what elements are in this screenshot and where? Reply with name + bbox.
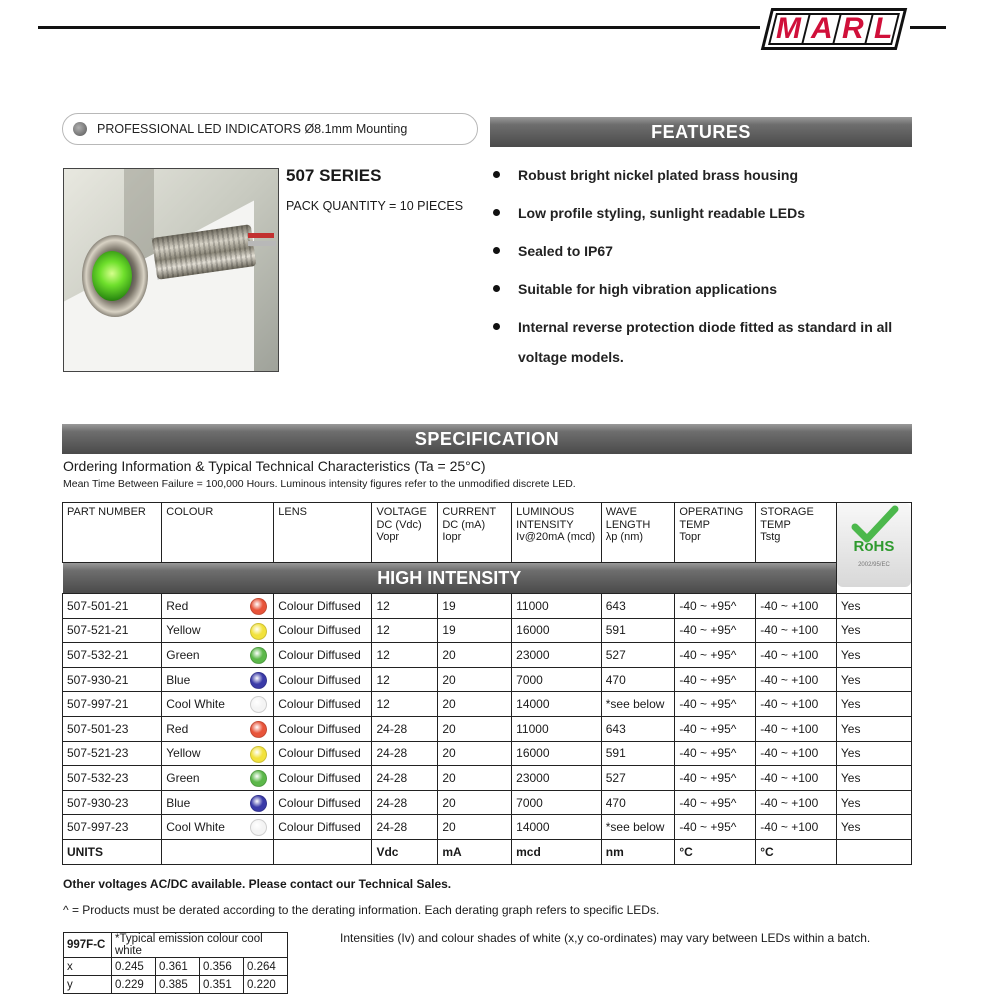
xy-cell: 0.356 <box>200 958 244 976</box>
feature-item: Internal reverse protection diode fitted as standard in all voltage models. <box>490 312 915 372</box>
cell-op-temp: -40 ~ +95^ <box>675 667 756 692</box>
product-category-text: PROFESSIONAL LED INDICATORS Ø8.1mm Mounting <box>97 122 408 136</box>
high-intensity-band: HIGH INTENSITY <box>63 563 836 593</box>
unit-cell: nm <box>601 839 675 864</box>
logo-letter: M <box>775 12 801 45</box>
ordering-info: Ordering Information & Typical Technical Characteristics (Ta = 25°C) <box>63 458 486 474</box>
cell-st-temp: -40 ~ +100 <box>756 815 837 840</box>
product-category-pill <box>62 113 478 145</box>
cell-rohs: Yes <box>836 667 911 692</box>
cell-voltage: 24-28 <box>372 815 438 840</box>
colour-swatch-icon <box>250 623 267 640</box>
unit-cell: mA <box>438 839 512 864</box>
green-led-lens <box>92 251 132 301</box>
rohs-label: RoHS <box>853 538 895 555</box>
cell-op-temp: -40 ~ +95^ <box>675 618 756 643</box>
xy-cell: 0.361 <box>156 958 200 976</box>
cell-current: 20 <box>438 643 512 668</box>
column-header: PART NUMBER <box>63 503 162 563</box>
cell-intensity: 23000 <box>512 643 602 668</box>
band-row <box>63 563 912 594</box>
cell-intensity: 16000 <box>512 741 602 766</box>
cell-op-temp: -40 ~ +95^ <box>675 643 756 668</box>
rohs-logo <box>837 503 911 587</box>
cell-voltage: 12 <box>372 692 438 717</box>
table-row <box>63 618 912 643</box>
cell-current: 20 <box>438 667 512 692</box>
logo-letter: L <box>874 12 893 45</box>
cell-st-temp: -40 ~ +100 <box>756 667 837 692</box>
cell-part: 507-521-21 <box>63 618 162 643</box>
cell-st-temp: -40 ~ +100 <box>756 716 837 741</box>
marl-logo <box>760 6 910 52</box>
table-header-row <box>63 503 912 563</box>
product-photo <box>63 168 279 372</box>
feature-item: Sealed to IP67 <box>490 236 915 266</box>
table-row <box>63 594 912 619</box>
unit-cell: Vdc <box>372 839 438 864</box>
cell-intensity: 7000 <box>512 790 602 815</box>
xy-row <box>64 958 288 976</box>
colour-swatch-icon <box>250 647 267 664</box>
cell-part: 507-532-21 <box>63 643 162 668</box>
column-header: WAVE LENGTH λp (nm) <box>601 503 675 563</box>
cell-lens: Colour Diffused <box>274 716 372 741</box>
unit-cell: °C <box>756 839 837 864</box>
colour-swatch-icon <box>250 746 267 763</box>
cell-intensity: 14000 <box>512 815 602 840</box>
cell-rohs: Yes <box>836 766 911 791</box>
cell-part: 507-521-23 <box>63 741 162 766</box>
cool-white-xy-table <box>63 932 288 994</box>
cell-op-temp: -40 ~ +95^ <box>675 741 756 766</box>
table-row <box>63 643 912 668</box>
cell-st-temp: -40 ~ +100 <box>756 692 837 717</box>
specification-header: SPECIFICATION <box>62 424 912 454</box>
logo-letter: A <box>810 12 833 45</box>
cell-lens: Colour Diffused <box>274 815 372 840</box>
column-header: LUMINOUS INTENSITY Iv@20mA (mcd) <box>512 503 602 563</box>
cell-part: 507-930-23 <box>63 790 162 815</box>
cell-lens: Colour Diffused <box>274 667 372 692</box>
logo-letter: R <box>842 12 864 45</box>
cell-op-temp: -40 ~ +95^ <box>675 790 756 815</box>
cell-voltage: 12 <box>372 594 438 619</box>
cell-colour: Red <box>162 594 274 619</box>
voltages-note: Other voltages AC/DC available. Please contact our Technical Sales. <box>63 877 452 891</box>
xy-cell: 0.264 <box>244 958 288 976</box>
column-header: LENS <box>274 503 372 563</box>
table-row <box>63 790 912 815</box>
table-row <box>63 815 912 840</box>
unit-cell: mcd <box>512 839 602 864</box>
cell-op-temp: -40 ~ +95^ <box>675 716 756 741</box>
xy-cell: 0.220 <box>244 976 288 994</box>
rohs-header-cell <box>836 503 911 594</box>
cell-lens: Colour Diffused <box>274 643 372 668</box>
cell-wavelength: *see below <box>601 815 675 840</box>
xy-title: *Typical emission colour cool white <box>112 933 288 958</box>
cell-colour: Green <box>162 766 274 791</box>
cell-lens: Colour Diffused <box>274 741 372 766</box>
cell-intensity: 11000 <box>512 594 602 619</box>
cell-wavelength: 470 <box>601 667 675 692</box>
units-row <box>63 839 912 864</box>
cell-wavelength: 591 <box>601 618 675 643</box>
cell-colour: Blue <box>162 790 274 815</box>
cell-rohs: Yes <box>836 594 911 619</box>
cell-intensity: 14000 <box>512 692 602 717</box>
xy-cell: 0.229 <box>112 976 156 994</box>
cell-lens: Colour Diffused <box>274 692 372 717</box>
mtbf-note: Mean Time Between Failure = 100,000 Hours. Luminous intensity figures refer to the unmodified discrete LED. <box>63 478 576 490</box>
cell-wavelength: 643 <box>601 594 675 619</box>
cell-wavelength: 591 <box>601 741 675 766</box>
features-list <box>490 160 915 380</box>
unit-cell <box>162 839 274 864</box>
cell-st-temp: -40 ~ +100 <box>756 766 837 791</box>
spec-table <box>62 502 912 865</box>
cell-lens: Colour Diffused <box>274 594 372 619</box>
cell-current: 19 <box>438 594 512 619</box>
colour-swatch-icon <box>250 696 267 713</box>
cell-current: 20 <box>438 741 512 766</box>
cell-voltage: 12 <box>372 667 438 692</box>
xy-header-row <box>64 933 288 958</box>
cell-colour: Yellow <box>162 741 274 766</box>
cell-op-temp: -40 ~ +95^ <box>675 692 756 717</box>
cell-wavelength: 527 <box>601 766 675 791</box>
cell-voltage: 12 <box>372 618 438 643</box>
cell-rohs: Yes <box>836 692 911 717</box>
xy-row <box>64 976 288 994</box>
cell-op-temp: -40 ~ +95^ <box>675 815 756 840</box>
unit-cell: UNITS <box>63 839 162 864</box>
cell-colour: Red <box>162 716 274 741</box>
cell-rohs: Yes <box>836 643 911 668</box>
cell-op-temp: -40 ~ +95^ <box>675 594 756 619</box>
cell-voltage: 24-28 <box>372 766 438 791</box>
cell-op-temp: -40 ~ +95^ <box>675 766 756 791</box>
feature-item: Suitable for high vibration applications <box>490 274 915 304</box>
colour-swatch-icon <box>250 672 267 689</box>
cell-current: 20 <box>438 716 512 741</box>
bullet-icon <box>73 122 87 136</box>
feature-item: Low profile styling, sunlight readable LEDs <box>490 198 915 228</box>
cell-intensity: 23000 <box>512 766 602 791</box>
cell-wavelength: *see below <box>601 692 675 717</box>
cell-part: 507-501-23 <box>63 716 162 741</box>
xy-cell: y <box>64 976 112 994</box>
terminal-pins <box>248 229 279 249</box>
table-row <box>63 741 912 766</box>
cell-colour: Blue <box>162 667 274 692</box>
cell-voltage: 24-28 <box>372 741 438 766</box>
cell-colour: Cool White <box>162 815 274 840</box>
xy-cell: 0.351 <box>200 976 244 994</box>
cell-st-temp: -40 ~ +100 <box>756 790 837 815</box>
column-header: STORAGE TEMP Tstg <box>756 503 837 563</box>
cell-current: 20 <box>438 790 512 815</box>
xy-cell: x <box>64 958 112 976</box>
cell-current: 20 <box>438 766 512 791</box>
cell-intensity: 16000 <box>512 618 602 643</box>
column-header: CURRENT DC (mA) Iopr <box>438 503 512 563</box>
table-row <box>63 667 912 692</box>
cell-wavelength: 527 <box>601 643 675 668</box>
cell-rohs: Yes <box>836 815 911 840</box>
cell-rohs: Yes <box>836 618 911 643</box>
cell-current: 20 <box>438 692 512 717</box>
cell-wavelength: 643 <box>601 716 675 741</box>
cell-st-temp: -40 ~ +100 <box>756 741 837 766</box>
cell-colour: Cool White <box>162 692 274 717</box>
cell-current: 20 <box>438 815 512 840</box>
xy-cell: 0.385 <box>156 976 200 994</box>
cell-st-temp: -40 ~ +100 <box>756 594 837 619</box>
cell-part: 507-997-23 <box>63 815 162 840</box>
cell-st-temp: -40 ~ +100 <box>756 618 837 643</box>
cell-rohs: Yes <box>836 741 911 766</box>
series-title: 507 SERIES <box>286 166 382 185</box>
colour-swatch-icon <box>250 819 267 836</box>
cell-st-temp: -40 ~ +100 <box>756 643 837 668</box>
pack-quantity: PACK QUANTITY = 10 PIECES <box>286 199 464 213</box>
unit-cell: °C <box>675 839 756 864</box>
colour-swatch-icon <box>250 770 267 787</box>
cell-lens: Colour Diffused <box>274 790 372 815</box>
cell-rohs: Yes <box>836 790 911 815</box>
colour-swatch-icon <box>250 721 267 738</box>
cell-voltage: 24-28 <box>372 790 438 815</box>
cell-part: 507-532-23 <box>63 766 162 791</box>
cell-voltage: 24-28 <box>372 716 438 741</box>
cell-wavelength: 470 <box>601 790 675 815</box>
colour-swatch-icon <box>250 598 267 615</box>
unit-cell <box>274 839 372 864</box>
derating-note: ^ = Products must be derated according to the derating information. Each derating graph refers to specific LEDs. <box>63 903 660 917</box>
cell-part: 507-997-21 <box>63 692 162 717</box>
cell-colour: Green <box>162 643 274 668</box>
xy-code: 997F-C <box>64 933 112 958</box>
table-row <box>63 692 912 717</box>
column-header: COLOUR <box>162 503 274 563</box>
column-header: VOLTAGE DC (Vdc) Vopr <box>372 503 438 563</box>
colour-swatch-icon <box>250 795 267 812</box>
table-row <box>63 716 912 741</box>
cell-part: 507-930-21 <box>63 667 162 692</box>
xy-cell: 0.245 <box>112 958 156 976</box>
cell-rohs: Yes <box>836 716 911 741</box>
cell-part: 507-501-21 <box>63 594 162 619</box>
rohs-directive: 2002/95/EC <box>858 562 890 568</box>
table-row <box>63 766 912 791</box>
features-header: FEATURES <box>490 117 912 147</box>
cell-lens: Colour Diffused <box>274 618 372 643</box>
intensity-note: Intensities (Iv) and colour shades of white (x,y co-ordinates) may vary between LEDs within a batch. <box>340 931 871 945</box>
feature-item: Robust bright nickel plated brass housing <box>490 160 915 190</box>
cell-lens: Colour Diffused <box>274 766 372 791</box>
unit-cell <box>836 839 911 864</box>
cell-colour: Yellow <box>162 618 274 643</box>
column-header: OPERATING TEMP Topr <box>675 503 756 563</box>
cell-intensity: 7000 <box>512 667 602 692</box>
cell-current: 19 <box>438 618 512 643</box>
cell-voltage: 12 <box>372 643 438 668</box>
cell-intensity: 11000 <box>512 716 602 741</box>
